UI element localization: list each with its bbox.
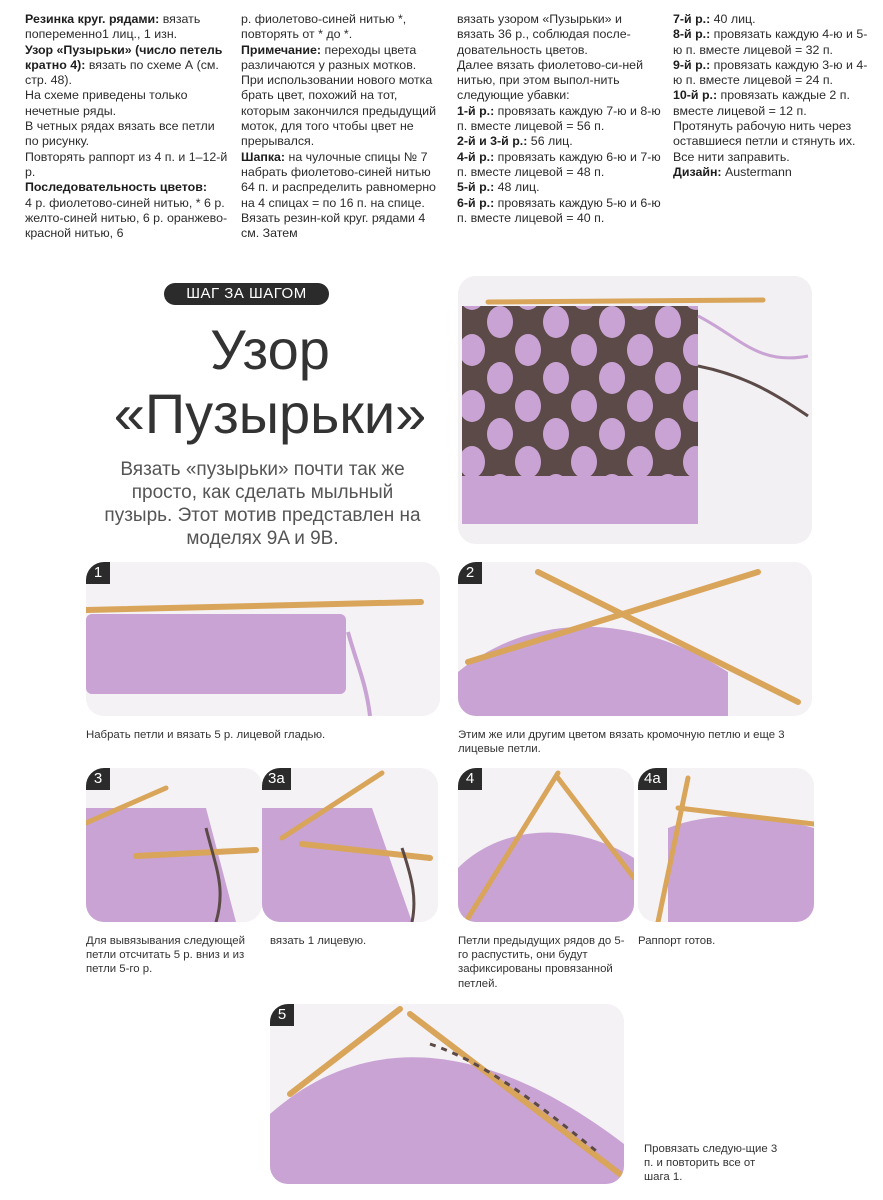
pattern-text-column-4: 7-й р.: 40 лиц. 8-й р.: провязать каждую 4-ю и 5-ю п. вместе лицевой = 32 п. 9-й р.: провязать каждую 3-ю и 4-ю п. вместе лицевой = 24 п. 10-й р.: провязать каждые 2 п. вместе лицевой = 12 п. Протянуть рабочую нить через оставшиеся петли и стянуть их. Все нити заправить. Дизайн: Austermann (673, 12, 868, 179)
step-3a-illustration (262, 768, 438, 922)
heading: Примечание: (241, 42, 322, 57)
step-2-photo (458, 562, 812, 716)
step-1-caption: Набрать петли и вязать 5 р. лицевой гладью. (86, 729, 326, 741)
step-4a-photo (638, 768, 814, 922)
intro-text: Вязать «пузырьки» почти так же просто, как сделать мыльный пузырь. Этот мотив представлен на моделях 9A и 9B. (104, 459, 421, 549)
step-number: 1 (86, 562, 110, 584)
step-number: 3 (86, 768, 110, 790)
step-1-illustration (86, 562, 440, 716)
step-2-illustration (458, 562, 812, 716)
step-4-caption: Петли предыдущих рядов до 5-го распустить, они будут зафиксированы провязанной петлей. (458, 935, 625, 990)
step-number: 3a (262, 768, 291, 790)
step-5-illustration (270, 1004, 624, 1184)
step-4a-illustration (638, 768, 814, 922)
page-title-line-2: «Пузырьки» (113, 382, 427, 445)
step-3-illustration (86, 768, 262, 922)
swatch-illustration (458, 276, 812, 544)
heading: Шапка: (241, 149, 286, 164)
step-number: 4 (458, 768, 482, 790)
step-number: 4a (638, 768, 667, 790)
heading: Резинка круг. рядами: (25, 12, 160, 26)
section-badge: ШАГ ЗА ШАГОМ (164, 283, 329, 305)
step-3a-caption: вязать 1 лицевую. (270, 935, 367, 947)
pattern-text-column-1: Резинка круг. рядами: вязать попеременно1 лиц., 1 изн. Узор «Пузырьки» (число петель кратно 4): вязать по схеме А (см. стр. 48). На схеме приведены только нечетные ряды. В четных рядах вязать все петли по рисунку. Повторять раппорт из 4 п. и 1–12-й р. Последовательность цветов: 4 р. фиолетово-синей нитью, * 6 р. желто-синей нитью, 6 р. оранжево-красной нитью, 6 (25, 12, 228, 241)
swatch-photo (458, 276, 812, 544)
page-title: Узор (210, 318, 330, 381)
step-3-caption: Для вывязывания следующей петли отсчитать 5 р. вниз и из петли 5-го р. (86, 935, 245, 976)
step-3a-photo (262, 768, 438, 922)
step-3-photo (86, 768, 262, 922)
pattern-text-column-2: р. фиолетово-синей нитью *, повторять от * до *. Примечание: переходы цвета различаются у разных мотков. При использовании нового мотка брать цвет, похожий на тот, которым закончился предыдущий моток, для того чтобы цвет не прерывался. Шапка: на чулочные спицы № 7 набрать фиолетово-синей нитью 64 п. и распределить равномерно на 4 спицах = по 16 п. на спице. Вязать резин-кой круг. рядами 4 см. Затем (241, 12, 437, 241)
heading: Последовательность цветов: (25, 180, 207, 195)
step-4-illustration (458, 768, 634, 922)
pattern-text-column-3: вязать узором «Пузырьки» и вязать 36 р., соблюдая после-довательность цветов. Далее вязать фиолетово-си-ней нитью, при этом выпол-нить следующие убавки: 1-й р.: провязать каждую 7-ю и 8-ю п. вместе лицевой = 56 п. 2-й и 3-й р.: 56 лиц. 4-й р.: провязать каждую 6-ю и 7-ю п. вместе лицевой = 48 п. 5-й р.: 48 лиц. 6-й р.: провязать каждую 5-ю и 6-ю п. вместе лицевой = 40 п. (457, 12, 661, 225)
step-4a-caption: Раппорт готов. (638, 935, 716, 947)
step-1-photo (86, 562, 440, 716)
step-5-photo (270, 1004, 624, 1184)
step-5-caption: Провязать следую-щие 3 п. и повторить все от шага 1. (644, 1143, 778, 1184)
heading: Узор «Пузырьки» (число петель кратно 4): (25, 42, 223, 72)
step-2-caption: Этим же или другим цветом вязать кромочную петлю и еще 3 лицевые петли. (458, 729, 785, 756)
step-number: 2 (458, 562, 482, 584)
step-4-photo (458, 768, 634, 922)
step-number: 5 (270, 1004, 294, 1026)
